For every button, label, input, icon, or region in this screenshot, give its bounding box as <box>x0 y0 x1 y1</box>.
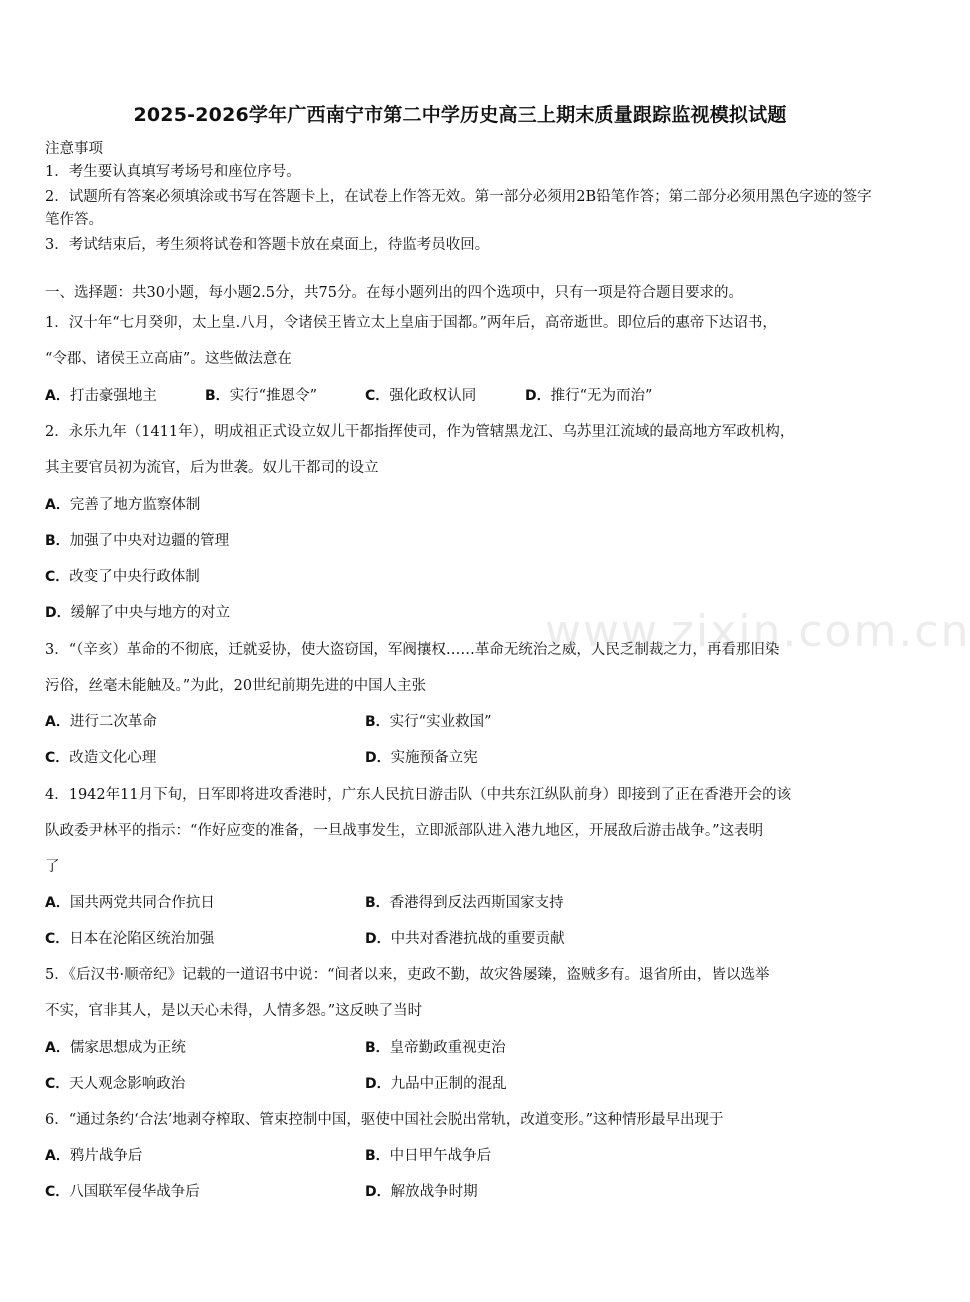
option-letter: C． <box>45 569 70 585</box>
q5-option-a <box>45 1039 186 1057</box>
q4-option-c <box>45 930 214 948</box>
q4-stem-line-2: 队政委尹林平的指示：“作好应变的准备，一旦战事发生，立即派部队进入港九地区，开展敌后游击战争。”这表明 <box>45 823 764 839</box>
option-text: 实施预备立宪 <box>390 750 478 766</box>
option-letter: B． <box>365 1148 390 1164</box>
option-letter: C． <box>45 750 70 766</box>
option-letter: B． <box>205 388 230 404</box>
option-text: 八国联军侵华战争后 <box>69 1184 200 1200</box>
q6-option-c <box>45 1183 200 1201</box>
option-text: 香港得到反法西斯国家支持 <box>389 895 564 911</box>
option-letter: A． <box>45 714 70 730</box>
option-letter: D． <box>365 931 391 947</box>
q3-option-a <box>45 713 157 731</box>
option-text: 改造文化心理 <box>69 750 157 766</box>
q3-stem-line-2: 污俗，丝毫未能触及。”为此，20世纪前期先进的中国人主张 <box>45 678 427 694</box>
option-text: 解放战争时期 <box>390 1184 478 1200</box>
q6-option-a <box>45 1147 142 1165</box>
notice-item-1: 1．考生要认真填写考场号和座位序号。 <box>45 164 301 180</box>
option-text: 中日甲午战争后 <box>389 1148 492 1164</box>
option-letter: D． <box>365 1184 391 1200</box>
q3-option-b <box>365 713 492 731</box>
option-text: 打击豪强地主 <box>69 388 157 404</box>
q2-option-a <box>45 496 200 514</box>
q3-stem-line-1: 3．“（辛亥）革命的不彻底，迁就妥协，使大盗窃国，军阀攘权……革命无统治之威，人民乏制裁之力，再看那旧染 <box>45 642 780 658</box>
option-letter: A． <box>45 388 70 404</box>
option-letter: D． <box>365 750 391 766</box>
q4-stem-line-3: 了 <box>45 859 60 875</box>
q5-option-b <box>365 1039 506 1057</box>
q4-option-a <box>45 894 215 912</box>
section-heading: 一、选择题：共30小题，每小题2.5分，共75分。在每小题列出的四个选项中，只有一项是符合题目要求的。 <box>45 285 743 301</box>
option-letter: C． <box>45 1184 70 1200</box>
q3-option-d <box>365 749 478 767</box>
option-text: 儒家思想成为正统 <box>69 1040 186 1056</box>
option-text: 鸦片战争后 <box>69 1148 143 1164</box>
option-text: 中共对香港抗战的重要贡献 <box>390 931 565 947</box>
q6-option-d <box>365 1183 478 1201</box>
q1-option-a <box>45 387 157 405</box>
option-text: 进行二次革命 <box>69 714 157 730</box>
option-letter: D． <box>525 388 551 404</box>
option-letter: C． <box>365 388 390 404</box>
option-letter: D． <box>365 1076 391 1092</box>
option-letter: B． <box>365 1040 390 1056</box>
option-text: 实行“推恩令” <box>229 388 317 404</box>
q1-option-c <box>365 387 476 405</box>
option-letter: A． <box>45 1148 70 1164</box>
option-letter: A． <box>45 1040 70 1056</box>
option-text: 完善了地方监察体制 <box>69 497 201 513</box>
option-letter: A． <box>45 497 70 513</box>
option-letter: C． <box>45 931 70 947</box>
notice-heading: 注意事项 <box>45 141 103 157</box>
option-text: 皇帝勤政重视吏治 <box>389 1040 506 1056</box>
q6-stem-line-1: 6．“通过条约‘合法’地剥夺榨取、管束控制中国，驱使中国社会脱出常轨，改道变形。”这种情形最早出现于 <box>45 1112 724 1128</box>
q4-stem-line-1: 4．1942年11月下旬，日军即将进攻香港时，广东人民抗日游击队（中共东江纵队前身）即接到了正在香港开会的该 <box>45 787 792 803</box>
option-text: 国共两党共同合作抗日 <box>69 895 215 911</box>
q1-stem-line-1: 1．汉十年“七月癸卯，太上皇.八月，令诸侯王皆立太上皇庙于国都。”两年后，高帝逝世。即位后的惠帝下达诏书， <box>45 315 777 331</box>
option-text: 日本在沦陷区统治加强 <box>69 931 215 947</box>
option-text: 推行“无为而治” <box>550 388 653 404</box>
q2-stem-line-2: 其主要官员初为流官，后为世袭。奴儿干都司的设立 <box>45 460 379 476</box>
option-letter: D． <box>45 605 71 621</box>
q5-stem-line-1: 5．《后汉书·顺帝纪》记载的一道诏书中说：“间者以来，吏政不勤，故灾咎屡臻，盗贼多有。退省所由，皆以选举 <box>45 967 770 983</box>
q4-option-d <box>365 930 565 948</box>
q1-option-d <box>525 387 652 405</box>
q1-stem-line-2: “令郡、诸侯王立高庙”。这些做法意在 <box>45 351 292 367</box>
option-letter: C． <box>45 1076 70 1092</box>
option-text: 加强了中央对边疆的管理 <box>69 533 230 549</box>
option-letter: A． <box>45 895 70 911</box>
notice-item-3: 3．考试结束后，考生须将试卷和答题卡放在桌面上，待监考员收回。 <box>45 237 490 253</box>
option-letter: B． <box>365 895 390 911</box>
q5-stem-line-2: 不实，官非其人，是以天心未得，人情多怨。”这反映了当时 <box>45 1003 423 1019</box>
watermark: www.zixin.com.cn <box>545 606 970 657</box>
q2-stem-line-1: 2．永乐九年（1411年），明成祖正式设立奴儿干都指挥使司，作为管辖黑龙江、乌苏里江流域的最高地方军政机构， <box>45 424 795 440</box>
q6-option-b <box>365 1147 491 1165</box>
q4-option-b <box>365 894 564 912</box>
q2-option-d <box>45 604 230 622</box>
q2-option-c <box>45 568 200 586</box>
option-letter: B． <box>45 533 70 549</box>
option-text: 缓解了中央与地方的对立 <box>70 605 231 621</box>
option-text: 改变了中央行政体制 <box>69 569 200 585</box>
notice-item-2: 2．试题所有答案必须填涂或书写在答题卡上，在试卷上作答无效。第一部分必须用2B铅笔作答；第二部分必须用黑色字迹的签字笔作答。 <box>45 189 872 228</box>
option-text: 九品中正制的混乱 <box>390 1076 507 1092</box>
q5-option-c <box>45 1075 185 1093</box>
option-letter: B． <box>365 714 390 730</box>
option-text: 强化政权认同 <box>389 388 477 404</box>
option-text: 实行“实业救国” <box>389 714 492 730</box>
q5-option-d <box>365 1075 507 1093</box>
q3-option-c <box>45 749 156 767</box>
option-text: 天人观念影响政治 <box>69 1076 186 1092</box>
page-title: 2025-2026学年广西南宁市第二中学历史高三上期末质量跟踪监视模拟试题 <box>133 104 787 126</box>
q1-option-b <box>205 387 317 405</box>
q2-option-b <box>45 532 229 550</box>
